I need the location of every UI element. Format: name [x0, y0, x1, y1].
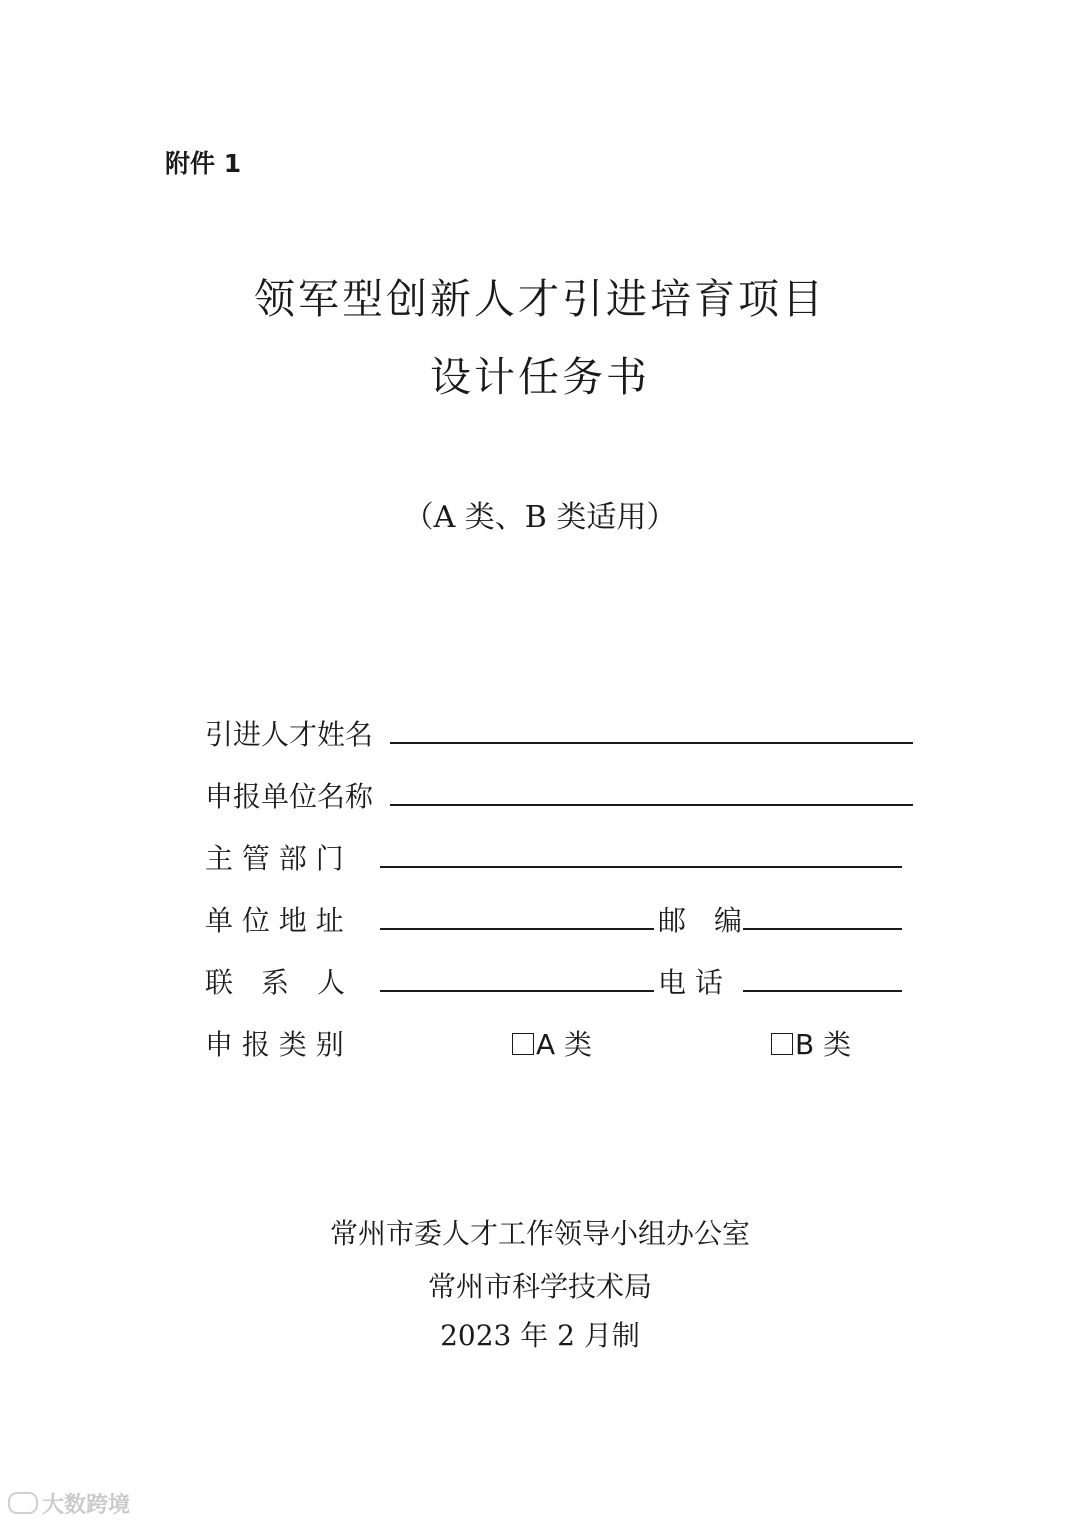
watermark — [8, 1488, 130, 1519]
department-label: 主 管 部 门 — [205, 842, 344, 875]
postcode-field[interactable] — [743, 928, 902, 930]
issuer-line-1: 常州市委人才工作领导小组办公室 — [329, 1217, 750, 1250]
applicant-unit-field[interactable] — [390, 804, 913, 806]
option-b-label: B 类 — [795, 1028, 852, 1061]
attachment-label: 附件 1 — [165, 149, 242, 178]
watermark-text: 大数跨境 — [42, 1493, 131, 1518]
document-title-line-1: 领军型创新人才引进培育项目 — [254, 275, 826, 323]
issue-date: 2023 年 2 月制 — [440, 1319, 640, 1352]
contact-label: 联 系 人 — [205, 966, 346, 999]
contact-field[interactable] — [380, 990, 654, 992]
department-field[interactable] — [380, 866, 902, 868]
applicant-unit-label: 申报单位名称 — [205, 780, 374, 813]
category-label: 申 报 类 别 — [205, 1028, 344, 1061]
checkbox-b[interactable] — [771, 1033, 793, 1055]
talent-name-label: 引进人才姓名 — [205, 718, 374, 751]
address-field[interactable] — [380, 928, 654, 930]
option-a-label: A 类 — [536, 1028, 593, 1061]
phone-field[interactable] — [743, 990, 902, 992]
talent-name-field[interactable] — [390, 742, 913, 744]
document-title-line-2: 设计任务书 — [430, 353, 650, 401]
chat-bubble-icon — [8, 1492, 38, 1514]
postcode-label: 邮 编 — [658, 904, 743, 937]
checkbox-a[interactable] — [512, 1033, 534, 1055]
address-label: 单 位 地 址 — [205, 904, 344, 937]
phone-label: 电 话 — [658, 966, 723, 999]
category-option-b[interactable] — [771, 1023, 851, 1063]
issuer-line-2: 常州市科学技术局 — [427, 1270, 652, 1303]
document-subtitle: （A 类、B 类适用） — [403, 500, 677, 535]
category-option-a[interactable] — [512, 1023, 592, 1063]
